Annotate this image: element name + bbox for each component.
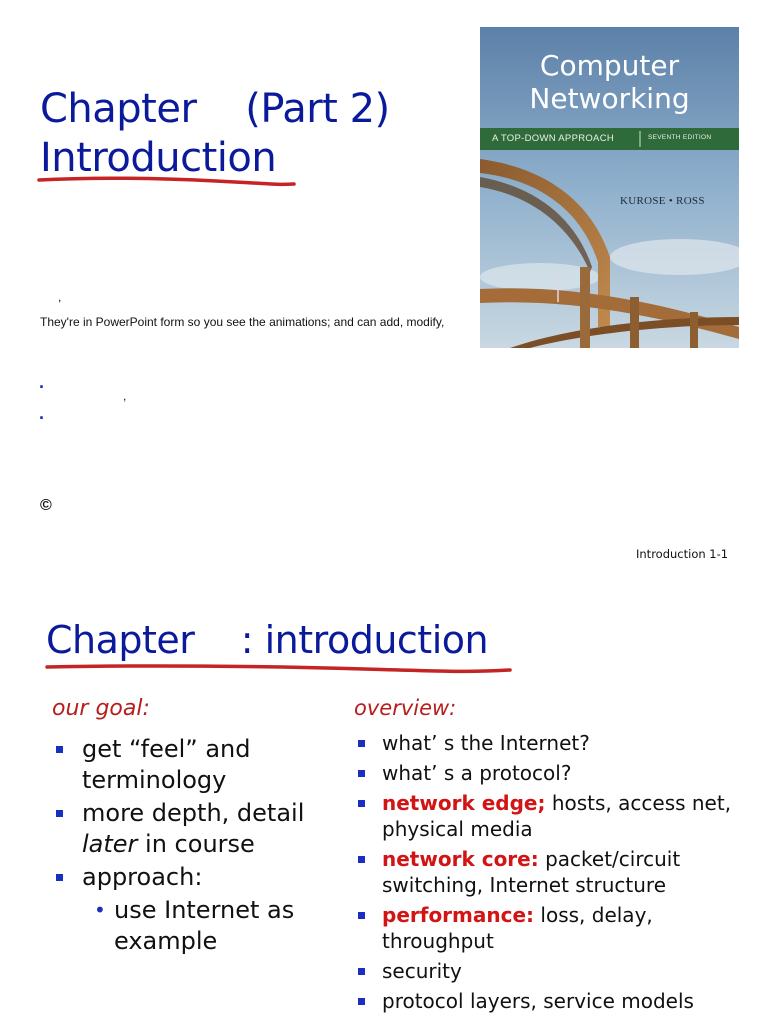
cover-authors: KUROSE • ROSS <box>620 195 705 207</box>
goal-item-approach-text: approach: <box>82 863 203 891</box>
goal-list <box>52 734 322 959</box>
overview-item-performance-label: performance: <box>382 903 535 927</box>
slide1-title-line2: Introduction <box>40 135 277 181</box>
overview-item-protocol <box>354 760 754 786</box>
overview-item-edge-text: hosts, access net, physical media <box>382 791 732 841</box>
overview-heading: overview: <box>354 696 457 720</box>
small-mark-2: , <box>123 389 127 403</box>
goal-item-approach <box>52 862 322 893</box>
goal-item-feel <box>52 734 322 796</box>
overview-item-internet-text: what’ s the Internet? <box>382 731 590 755</box>
goal-subitem-example <box>52 895 322 957</box>
bullet-dot-2: . <box>39 403 45 423</box>
cover-title-line1: Computer <box>539 49 680 82</box>
book-cover <box>480 27 739 348</box>
overview-item-internet <box>354 730 754 756</box>
overview-item-layers <box>354 988 754 1014</box>
overview-item-core-text: packet/circuit switching, Internet structure <box>382 847 681 897</box>
goal-heading: our goal: <box>52 696 150 721</box>
cover-edition: SEVENTH EDITION <box>648 134 712 141</box>
title-underline-squiggle <box>36 174 298 190</box>
overview-item-layers-text: protocol layers, service models <box>382 989 694 1013</box>
slide-2 <box>0 590 768 1024</box>
slide1-body-line: They're in PowerPoint form so you see the animations; and can add, modify, <box>40 315 445 329</box>
goal-subitem-example-text: use Internet as example <box>114 896 295 955</box>
overview-item-performance-text: loss, delay, throughput <box>382 903 653 953</box>
cover-title-line2: Networking <box>529 82 690 115</box>
goal-item-depth-text: more depth, detail <box>82 799 305 827</box>
bullet-dot-1: . <box>39 372 45 392</box>
goal-item-depth <box>52 798 322 860</box>
small-mark-1: , <box>58 290 62 304</box>
goal-item-depth-later: later <box>82 830 138 858</box>
overview-item-core-label: network core: <box>382 847 539 871</box>
slide1-title-line1: Chapter (Part 2) <box>40 86 390 132</box>
overview-item-protocol-text: what’ s a protocol? <box>382 761 572 785</box>
overview-item-performance <box>354 902 754 954</box>
page-label: Introduction 1-1 <box>636 547 729 561</box>
slide2-title: Chapter : introduction <box>46 618 489 662</box>
overview-item-security <box>354 958 754 984</box>
goal-item-feel-text: get “feel” and terminology <box>82 735 251 794</box>
copyright-symbol: © <box>40 497 52 514</box>
overview-list <box>354 730 754 1018</box>
overview-item-edge <box>354 790 754 842</box>
cover-subtitle: A TOP-DOWN APPROACH <box>492 133 615 144</box>
slide2-title-underline <box>44 662 514 676</box>
overview-item-security-text: security <box>382 959 462 983</box>
overview-item-edge-label: network edge; <box>382 791 546 815</box>
overview-item-core <box>354 846 754 898</box>
goal-item-depth-rest: in course <box>137 830 255 858</box>
